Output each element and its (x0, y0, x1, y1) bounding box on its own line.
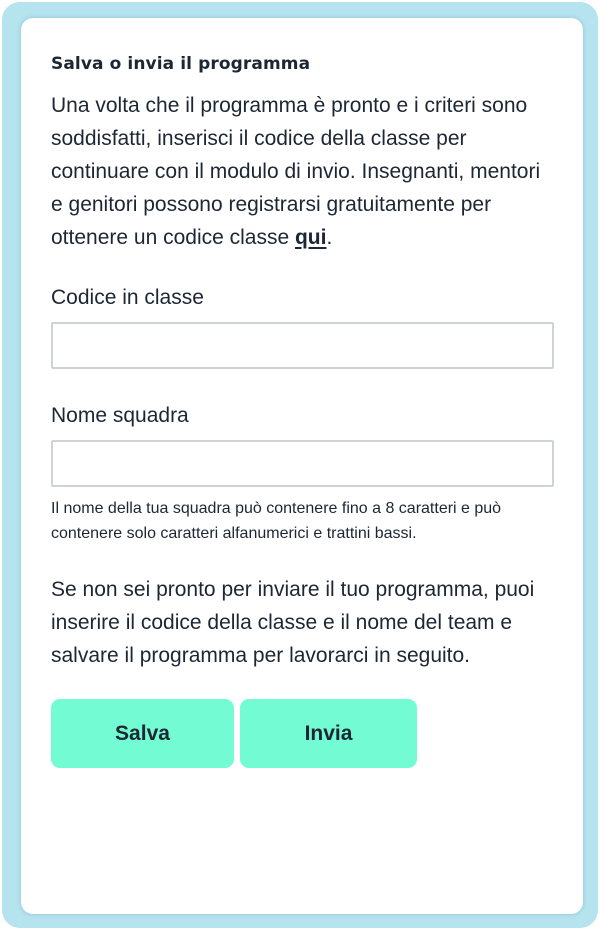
outer-frame (2, 2, 598, 928)
outro-paragraph: Se non sei pronto per inviare il tuo programma, puoi inserire il codice della classe e il nome del team e salvare il programma per lavorarci in seguito. (51, 578, 535, 667)
panel-title: Salva o invia il programma (51, 54, 311, 74)
form-content (51, 52, 556, 768)
save-button[interactable]: Salva (51, 699, 234, 768)
class-code-label: Codice in classe (51, 286, 204, 309)
team-name-label: Nome squadra (51, 404, 189, 427)
class-code-input[interactable] (51, 322, 554, 369)
submit-panel (21, 18, 583, 914)
action-buttons (51, 699, 556, 768)
intro-paragraph (51, 89, 556, 254)
register-link[interactable]: qui (294, 226, 327, 249)
team-name-input[interactable] (51, 440, 554, 487)
submit-button[interactable]: Invia (240, 699, 417, 768)
team-name-hint: Il nome della tua squadra può contenere fino a 8 caratteri e può contenere solo caratteri alfanumerici e trattini bassi. (51, 500, 502, 542)
intro-text: Una volta che il programma è pronto e i criteri sono soddisfatti, inserisci il codice della classe per continuare con il modulo di invio. Insegnanti, mentori e genitori possono registrarsi gratuitamente per ottenere un codice classe (51, 94, 541, 249)
intro-end: . (326, 226, 333, 249)
